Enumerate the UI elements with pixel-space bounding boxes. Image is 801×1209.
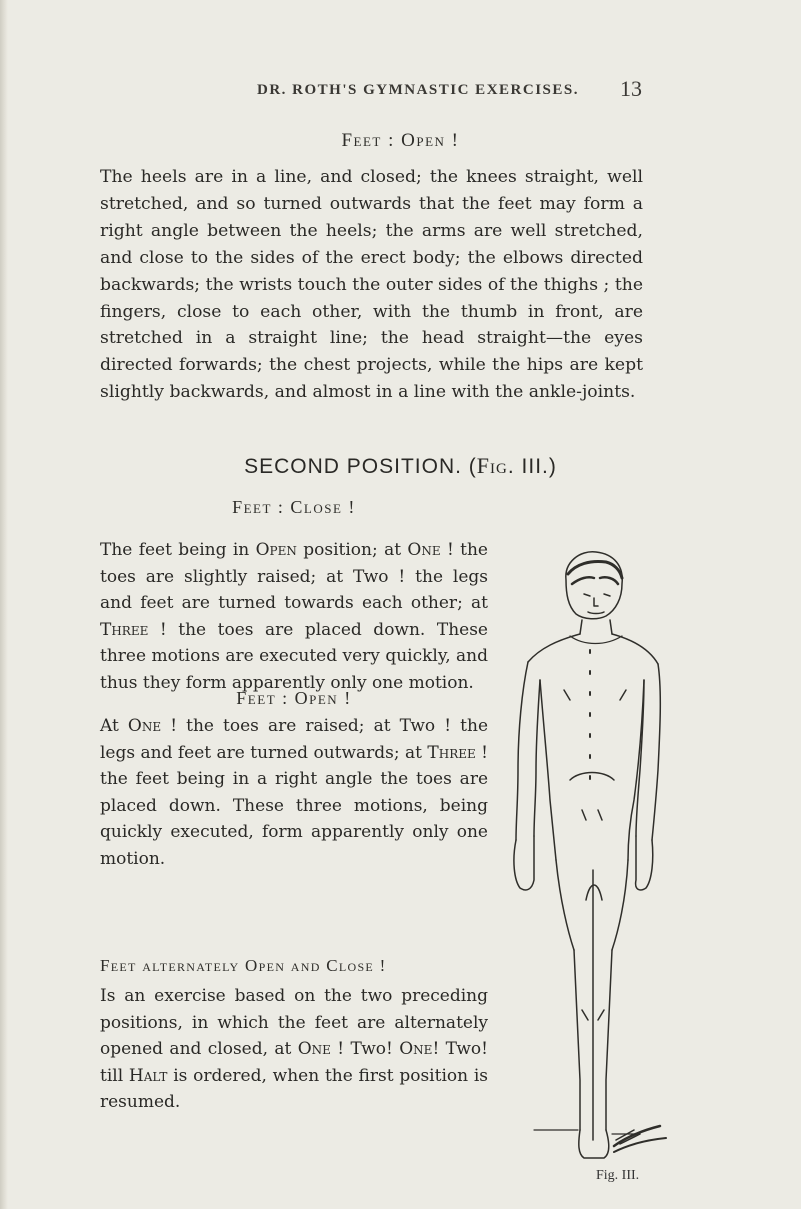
text-run: Is an exercise based on the two preceding positions, in which the feet are alternately opened and closed, at: [100, 986, 488, 1060]
running-header: [0, 76, 801, 106]
text-run: ! Two!: [330, 1039, 400, 1060]
paragraph-feet-close: [100, 537, 488, 697]
page-binding-edge: [0, 0, 8, 1209]
text-run: ! Two! till: [100, 1039, 488, 1086]
heading-feet-open-2: Feet : Open !: [236, 688, 352, 708]
text-run: ! the toes are slightly raised; at Two ! the legs and feet are turned towards each other; at: [100, 540, 488, 614]
text-run: position; at: [296, 540, 408, 560]
text-run: ! the toes are raised; at Two ! the legs and feet are turned outwards; at: [100, 716, 489, 763]
command-word: Three: [427, 742, 476, 763]
command-word: One: [297, 1039, 331, 1060]
text-run: ! the toes are placed down. These three motions are executed very quickly, and thus they form apparently only one motion.: [100, 619, 488, 693]
running-head: DR. ROTH'S GYMNASTIC EXERCISES.: [257, 82, 579, 98]
command-word: One: [399, 1039, 433, 1060]
paragraph-first-position: The heels are in a line, and closed; the knees straight, well stretched, and so turned outwards that the feet may form a right angle between the heels; the arms are well stretched, and close to the sides of the erect body; the elbows directed backwards; the wrists touch the outer sides of the thighs ; the fingers, close to each other, with the thumb in front, are stretched in a straight line; the head straight—the eyes directed forwards; the chest projects, while the hips are kept slightly backwards, and almost in a line with the ankle-joints.: [100, 167, 643, 403]
command-word: One: [127, 716, 162, 736]
figure-caption: Fig. III.: [596, 1168, 640, 1183]
page-number: 13: [620, 76, 642, 101]
standing-figure-icon: [494, 540, 674, 1170]
command-word: Halt: [128, 1065, 168, 1086]
text-run: ! the feet being in a right angle the toes are placed down. These three motions, being quickly executed, form apparently only one motion.: [100, 742, 489, 869]
section-title-fig: Fig: [476, 453, 508, 478]
section-title-second-position: [0, 453, 801, 479]
heading-feet-alternately: Feet alternately Open and Close !: [100, 956, 387, 975]
heading-feet-close: Feet : Close !: [232, 497, 356, 517]
heading-feet-open: Feet : Open !: [341, 130, 460, 151]
command-word: Open: [255, 540, 297, 560]
section-title-main: SECOND POSITION. (: [244, 455, 477, 478]
text-run: The feet being in: [100, 540, 256, 560]
section-title-end: . III.): [507, 455, 557, 478]
text-run: At: [100, 716, 128, 736]
figure-illustration: [494, 540, 674, 1170]
paragraph-alternately: [100, 983, 488, 1116]
command-word: One: [407, 540, 441, 560]
command-word: Three: [100, 619, 149, 640]
text-run: is ordered, when the first position is resumed.: [100, 1065, 489, 1113]
paragraph-feet-open: [100, 713, 488, 873]
